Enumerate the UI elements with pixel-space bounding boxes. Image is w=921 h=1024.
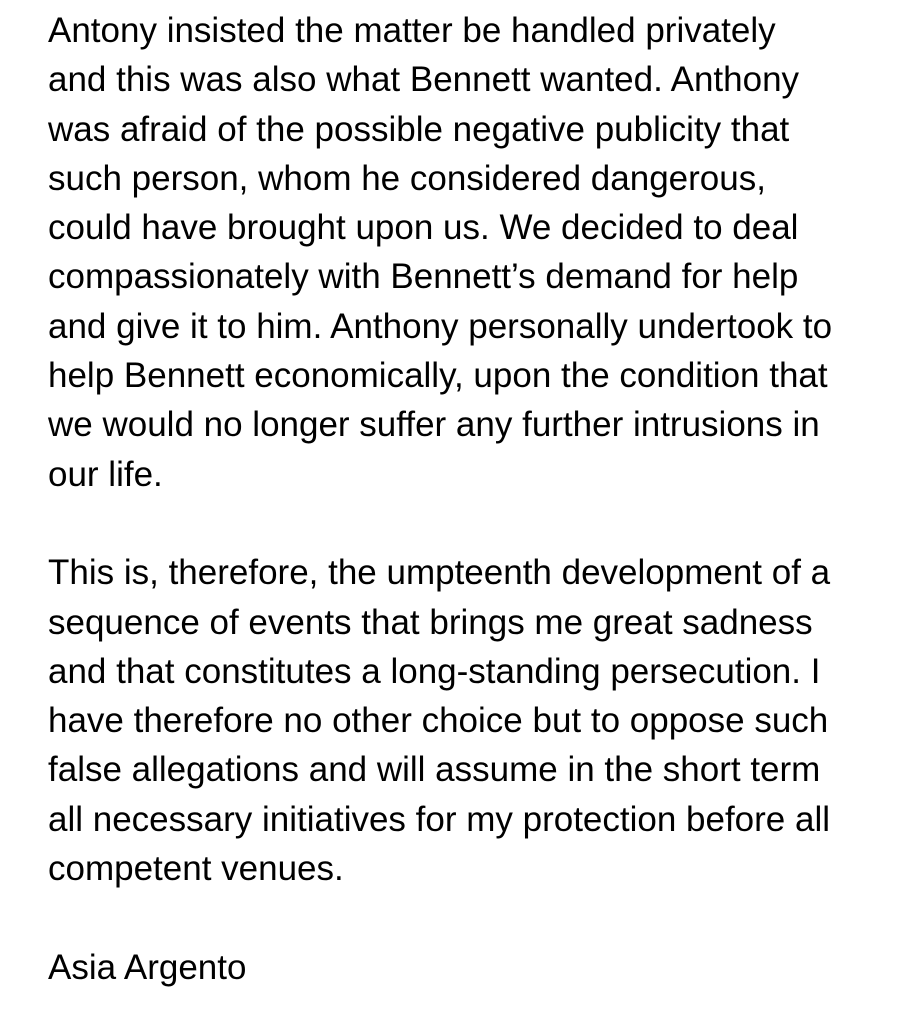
- text-line: and that constitutes a long-standing persecution. I: [48, 651, 821, 691]
- text-line: sequence of events that brings me great sadness: [48, 602, 813, 642]
- text-line: competent venues.: [48, 849, 344, 889]
- text-line: and give it to him. Anthony personally undertook to: [48, 306, 833, 346]
- paragraph-2: [48, 548, 908, 893]
- text-line: false allegations and will assume in the short term: [48, 750, 821, 790]
- text-line: help Bennett economically, upon the condition that: [48, 356, 828, 396]
- text-line: Antony insisted the matter be handled privately: [48, 11, 776, 50]
- text-line: such person, whom he considered dangerous,: [48, 158, 766, 198]
- text-line: our life.: [48, 454, 163, 494]
- paragraph-1: [48, 6, 908, 499]
- text-line: and this was also what Bennett wanted. Anthony: [48, 60, 800, 100]
- text-line: have therefore no other choice but to oppose such: [48, 701, 829, 741]
- text-line: compassionately with Bennett’s demand for help: [48, 257, 799, 297]
- text-line: we would no longer suffer any further intrusions in: [48, 405, 820, 445]
- text-line: could have brought upon us. We decided to deal: [48, 208, 799, 248]
- statement-document: [48, 6, 908, 992]
- text-line: was afraid of the possible negative publicity that: [48, 109, 790, 149]
- signature: Asia Argento: [48, 947, 247, 987]
- text-line: This is, therefore, the umpteenth development of a: [48, 553, 831, 593]
- text-line: all necessary initiatives for my protection before all: [48, 799, 831, 839]
